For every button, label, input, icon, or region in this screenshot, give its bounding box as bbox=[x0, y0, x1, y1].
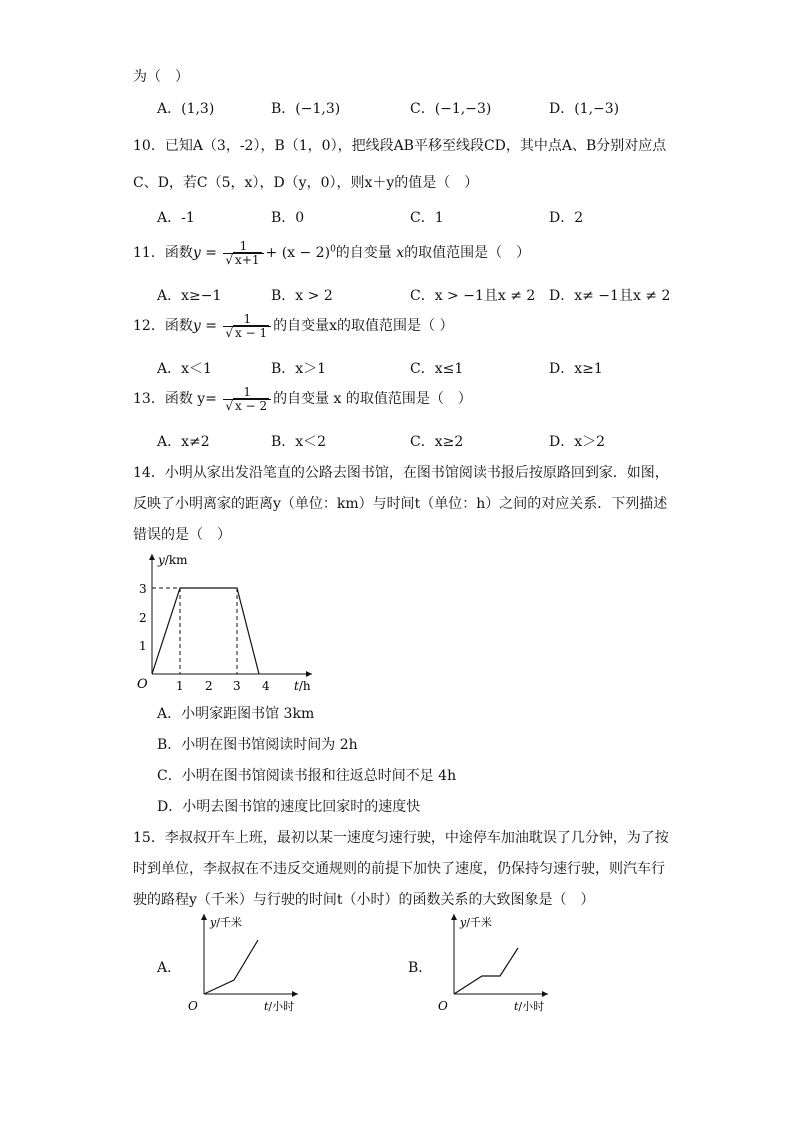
q12-eq: = bbox=[205, 318, 217, 335]
q11-eq: = bbox=[205, 245, 217, 262]
q14-x-tick-1: 1 bbox=[176, 679, 184, 693]
q14-x-tick-2: 2 bbox=[205, 679, 213, 693]
q13-radicand: x − 2 bbox=[235, 398, 268, 413]
q14-line3: 错误的是（ ） bbox=[133, 527, 231, 543]
q9-option-c: C．(−1,−3) bbox=[410, 101, 492, 117]
q12-stem bbox=[133, 313, 454, 339]
q14-option-d: D．小明去图书馆的速度比回家时的速度快 bbox=[157, 799, 421, 815]
q12-fraction bbox=[223, 313, 271, 339]
q12-sqrt: √ x − 1 bbox=[225, 325, 268, 340]
q14-option-b: B．小明在图书馆阅读时间为 2h bbox=[157, 737, 358, 753]
q15b-origin: O bbox=[438, 999, 448, 1013]
q11-stem bbox=[133, 240, 530, 266]
q11-option-c: C．x > −1且x ≠ 2 bbox=[410, 288, 536, 304]
q12-y: y bbox=[192, 318, 201, 335]
q11-option-b: B．x > 2 bbox=[271, 288, 333, 304]
q11-suffix2: 的取值范围是（ ） bbox=[404, 245, 531, 262]
q11-suffix: 的自变量 bbox=[335, 245, 392, 262]
q10-option-d: D．2 bbox=[549, 210, 584, 226]
q12-numerator: 1 bbox=[223, 313, 271, 327]
q15a-x-label: t/小时 bbox=[264, 1000, 295, 1013]
q14-option-a: A．小明家距图书馆 3km bbox=[157, 706, 315, 722]
q10-line2: C、D，若C（5，x），D（y，0），则x＋y的值是（ ） bbox=[133, 175, 479, 191]
q15b-x-label: t/小时 bbox=[514, 1000, 545, 1013]
q13-fraction bbox=[223, 386, 271, 412]
q12-option-b: B．x＞1 bbox=[271, 361, 327, 377]
q10-option-c: C．1 bbox=[410, 210, 444, 226]
q10-option-b: B．0 bbox=[271, 210, 305, 226]
q9-option-b: B．(−1,3) bbox=[271, 101, 341, 117]
q15a-origin: O bbox=[188, 999, 198, 1013]
q13-option-b: B．x＜2 bbox=[271, 434, 327, 450]
q14-option-c: C．小明在图书馆阅读书报和往返总时间不足 4h bbox=[157, 768, 457, 784]
q13-option-d: D．x＞2 bbox=[549, 434, 606, 450]
q11-fraction bbox=[223, 240, 263, 266]
q13-suffix: 的自变量 x 的取值范围是（ ） bbox=[273, 391, 472, 408]
q11-option-a: A．x≥−1 bbox=[157, 288, 222, 304]
q11-plus-term: + (x − 2) bbox=[265, 245, 331, 262]
q10-line1: 10．已知A（3，-2），B（1，0），把线段AB平移至线段CD，其中点A、B分别对应点 bbox=[133, 138, 667, 154]
q10-option-a: A．-1 bbox=[157, 210, 195, 226]
q12-option-c: C．x≤1 bbox=[410, 361, 464, 377]
q11-prefix: 11．函数 bbox=[133, 245, 193, 262]
q11-sqrt: √ x+1 bbox=[225, 252, 260, 267]
q14-y-label: y/km bbox=[158, 553, 188, 567]
q12-option-a: A．x＜1 bbox=[157, 361, 212, 377]
q11-option-d: D．x≠ −1且x ≠ 2 bbox=[549, 288, 671, 304]
q11-y: y bbox=[192, 245, 201, 262]
q12-prefix: 12．函数 bbox=[133, 318, 193, 335]
q13-option-c: C．x≥2 bbox=[410, 434, 464, 450]
q11-numerator: 1 bbox=[223, 240, 263, 254]
q11-exponent: 0 bbox=[330, 244, 336, 255]
q15-option-a-label: A． bbox=[157, 960, 182, 976]
q14-x-tick-4: 4 bbox=[262, 679, 270, 693]
q12-option-d: D．x≥1 bbox=[549, 361, 603, 377]
q12-suffix: 的自变量x的取值范围是（ ） bbox=[273, 318, 454, 335]
q11-var: x bbox=[396, 245, 405, 262]
q14-graph-line bbox=[152, 588, 259, 674]
q15b-graph-line bbox=[454, 948, 518, 994]
q12-radicand: x − 1 bbox=[235, 325, 268, 340]
q13-option-a: A．x≠2 bbox=[157, 434, 210, 450]
q14-line1: 14．小明从家出发沿笔直的公路去图书馆，在图书馆阅读书报后按原路回到家．如图， bbox=[133, 465, 669, 481]
q13-sqrt: √ x − 2 bbox=[225, 398, 268, 413]
q14-x-label: t/h bbox=[294, 679, 311, 693]
q15-option-b-label: B． bbox=[408, 960, 433, 976]
q9-option-a: A．(1,3) bbox=[157, 101, 215, 117]
q13-prefix: 13．函数 y= bbox=[133, 391, 217, 408]
q15-graph-b bbox=[432, 910, 562, 1015]
q9-option-d: D．(1,−3) bbox=[549, 101, 620, 117]
q14-distance-time-graph bbox=[130, 548, 330, 696]
q14-x-tick-3: 3 bbox=[233, 679, 241, 693]
q15-line1: 15．李叔叔开车上班，最初以某一速度匀速行驶，中途停车加油耽误了几分钟，为了按 bbox=[133, 830, 669, 846]
q9-tail: 为（ ） bbox=[133, 69, 189, 85]
q13-numerator: 1 bbox=[223, 386, 271, 400]
q15a-y-label: y/千米 bbox=[210, 916, 242, 929]
q14-y-tick-1: 1 bbox=[139, 639, 147, 653]
q15-line3: 驶的路程y（千米）与行驶的时间t（小时）的函数关系的大致图象是（ ） bbox=[133, 892, 595, 908]
q14-line2: 反映了小明离家的距离y（单位：km）与时间t（单位：h）之间的对应关系．下列描述 bbox=[133, 496, 668, 512]
q11-radicand: x+1 bbox=[235, 252, 260, 267]
q15a-graph-line bbox=[204, 940, 258, 994]
q14-origin: O bbox=[137, 677, 148, 692]
q14-y-tick-2: 2 bbox=[139, 611, 147, 625]
q15-line2: 时到单位，李叔叔在不违反交通规则的前提下加快了速度，仍保持匀速行驶，则汽车行 bbox=[133, 861, 665, 877]
q14-y-tick-3: 3 bbox=[139, 582, 147, 596]
q13-stem bbox=[133, 386, 472, 412]
q15-graph-a bbox=[182, 910, 312, 1015]
q15b-y-label: y/千米 bbox=[460, 916, 492, 929]
